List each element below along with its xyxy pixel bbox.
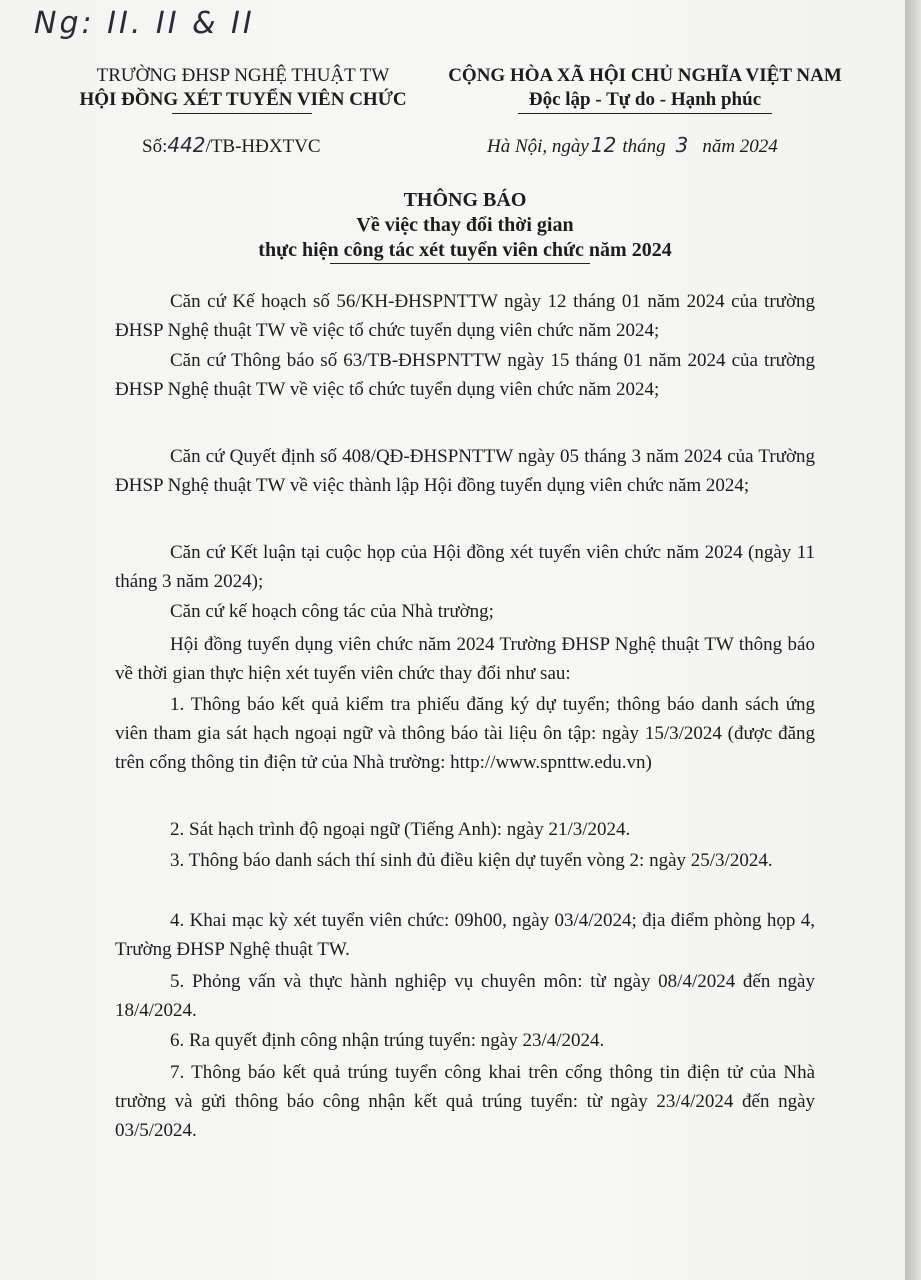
council-name: HỘI ĐỒNG XÉT TUYỂN VIÊN CHỨC bbox=[79, 89, 407, 110]
list-item-2: 2. Sát hạch trình độ ngoại ngữ (Tiếng Anh): ngày 21/3/2024. bbox=[170, 819, 631, 840]
list-item-4: 4. Khai mạc kỳ xét tuyển viên chức: 09h00, ngày 03/4/2024; địa điểm phòng họp 4, Trường ĐHSP Nghệ thuật TW. bbox=[115, 910, 815, 960]
doc-number-value: 442 bbox=[167, 133, 206, 157]
notice-subject-line1: Về việc thay đổi thời gian bbox=[356, 214, 574, 236]
date-month: 3 bbox=[675, 133, 689, 157]
date-year: năm 2024 bbox=[702, 136, 778, 157]
paragraph-basis-conclusion: Căn cứ Kết luận tại cuộc họp của Hội đồng xét tuyển viên chức năm 2024 (ngày 11 tháng 3 năm 2024); bbox=[115, 542, 815, 592]
paragraph-basis-plan: Căn cứ Kế hoạch số 56/KH-ĐHSPNTTW ngày 12 tháng 01 năm 2024 của trường ĐHSP Nghệ thuật TW về việc tổ chức tuyển dụng viên chức năm 2024; bbox=[115, 291, 815, 341]
paragraph-basis-decision: Căn cứ Quyết định số 408/QĐ-ĐHSPNTTW ngày 05 tháng 3 năm 2024 của Trường ĐHSP Nghệ thuật TW về việc thành lập Hội đồng tuyển dụng viên chức năm 2024; bbox=[115, 446, 815, 496]
date-day: 12 bbox=[590, 133, 617, 157]
doc-number bbox=[142, 133, 321, 158]
paragraph-announcement-intro: Hội đồng tuyển dụng viên chức năm 2024 Trường ĐHSP Nghệ thuật TW thông báo về thời gian thực hiện xét tuyển viên chức thay đổi như sau: bbox=[115, 634, 815, 684]
paragraph-basis-notice: Căn cứ Thông báo số 63/TB-ĐHSPNTTW ngày 15 tháng 01 năm 2024 của trường ĐHSP Nghệ thuật TW về việc tổ chức tuyển dụng viên chức năm 2024; bbox=[115, 350, 815, 400]
list-item-6: 6. Ra quyết định công nhận trúng tuyển: ngày 23/4/2024. bbox=[170, 1030, 605, 1051]
school-name: TRƯỜNG ĐHSP NGHỆ THUẬT TW bbox=[96, 65, 390, 86]
national-motto: Độc lập - Tự do - Hạnh phúc bbox=[528, 89, 762, 110]
handwritten-note: Ng: II. II & II bbox=[34, 6, 255, 41]
date-month-label: tháng bbox=[622, 136, 666, 157]
date-place: Hà Nội, ngày bbox=[487, 136, 589, 157]
list-item-3: 3. Thông báo danh sách thí sinh đủ điều kiện dự tuyển vòng 2: ngày 25/3/2024. bbox=[170, 850, 773, 871]
doc-number-suffix: /TB-HĐXTVC bbox=[205, 136, 321, 157]
list-item-5: 5. Phỏng vấn và thực hành nghiệp vụ chuyên môn: từ ngày 08/4/2024 đến ngày 18/4/2024. bbox=[115, 971, 815, 1021]
date-line bbox=[487, 133, 778, 158]
list-item-1: 1. Thông báo kết quả kiểm tra phiếu đăng ký dự tuyển; thông báo danh sách ứng viên tham gia sát hạch ngoại ngữ và thông báo tài liệu ôn tập: ngày 15/3/2024 (được đăng trên cổng thông tin điện tử của Nhà trường: http://www.spnttw.edu.vn) bbox=[115, 694, 815, 773]
notice-title: THÔNG BÁO bbox=[403, 189, 527, 211]
doc-number-prefix: Số: bbox=[142, 136, 168, 157]
motto-underline bbox=[518, 113, 772, 114]
page-edge bbox=[905, 0, 921, 1280]
title-underline bbox=[330, 263, 590, 264]
list-item-7: 7. Thông báo kết quả trúng tuyển công khai trên cổng thông tin điện tử của Nhà trường và gửi thông báo công nhận kết quả trúng tuyển: từ ngày 23/4/2024 đến ngày 03/5/2024. bbox=[115, 1062, 815, 1141]
notice-subject-line2: thực hiện công tác xét tuyển viên chức năm 2024 bbox=[258, 239, 672, 261]
council-underline bbox=[172, 113, 312, 114]
paragraph-basis-workplan: Căn cứ kế hoạch công tác của Nhà trường; bbox=[170, 601, 494, 622]
national-title: CỘNG HÒA XÃ HỘI CHỦ NGHĨA VIỆT NAM bbox=[448, 65, 842, 86]
